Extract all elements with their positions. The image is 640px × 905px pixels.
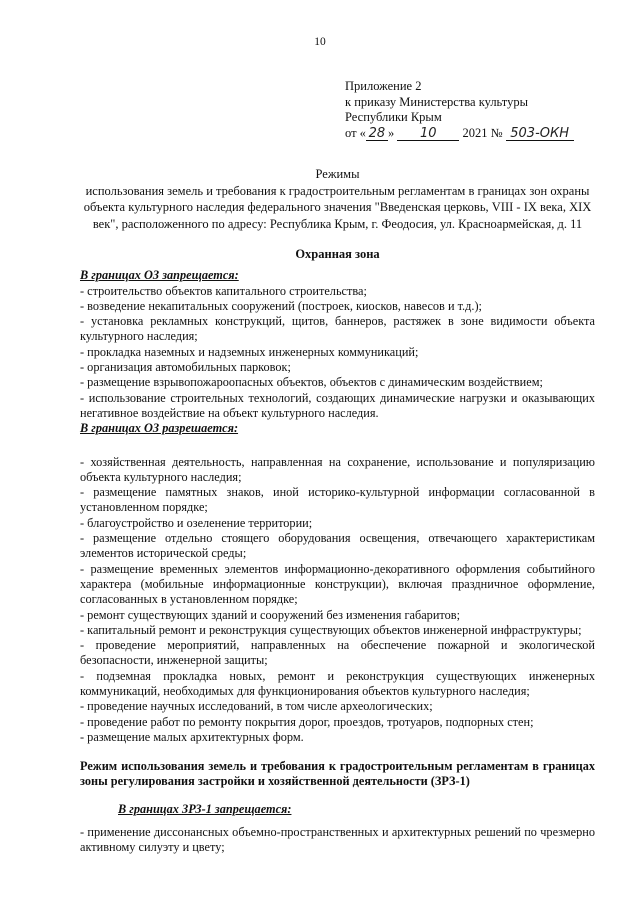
- oz-prohibited-list: [80, 284, 595, 422]
- oz-prohibited-header: В границах ОЗ запрещается:: [80, 268, 239, 283]
- page-number: 10: [314, 36, 326, 48]
- zrz1-prohibited-list: [80, 825, 595, 856]
- list-item: - размещение взрывопожароопасных объектов, объектов с динамическим воздействием;: [80, 375, 543, 390]
- list-item: - ремонт существующих зданий и сооружений без изменения габаритов;: [80, 607, 460, 622]
- section-zrz-1: [80, 759, 595, 855]
- oz-allowed-list: [80, 455, 595, 746]
- list-item: - проведение мероприятий, направленных на обеспечение пожарной и экологической безопасности, инженерной защиты;: [80, 638, 595, 668]
- title-line-2: использования земель и требования к градостроительным регламентам в границах зон охраны объекта культурного наследия федерального значения "Введенская церковь, VIII - IX века, XIX век", расположенного по адресу: Республика Крым, г. Феодосия, ул. Красноармейская, д. 11: [83, 183, 592, 231]
- section-protection-zone: [80, 247, 595, 745]
- title-line-1: Режимы: [315, 167, 360, 181]
- appendix-line-3: Республики Крым: [345, 110, 442, 124]
- list-item: - размещение памятных знаков, иной историко-культурной информации согласованной в установленном порядке;: [80, 485, 595, 515]
- zrz1-prohibited-header: В границах ЗРЗ-1 запрещается:: [118, 801, 292, 816]
- list-item: - благоустройство и озеленение территории;: [80, 515, 313, 530]
- document-number: 503-ОКН: [506, 126, 574, 141]
- list-item: - проведение научных исследований, в том числе археологических;: [80, 699, 433, 714]
- list-item: - подземная прокладка новых, ремонт и реконструкция существующих инженерных коммуникаций, необходимых для функционирования объектов культурного наследия;: [80, 668, 595, 699]
- list-item: - капитальный ремонт и реконструкция существующих объектов инженерной инфраструктуры;: [80, 622, 582, 637]
- date-month: 10: [397, 126, 459, 141]
- date-day: 28: [366, 126, 388, 141]
- list-item: - организация автомобильных парковок;: [80, 360, 291, 375]
- date-mid: »: [387, 125, 395, 140]
- list-item: - размещение отдельно стоящего оборудования освещения, отвечающего характеристикам элементов исторической среды;: [80, 531, 595, 561]
- appendix-line-2: к приказу Министерства культуры: [345, 94, 528, 109]
- list-item: - строительство объектов капитального строительства;: [80, 283, 367, 298]
- list-item: - размещение малых архитектурных форм.: [80, 729, 304, 744]
- date-prefix: от «: [345, 125, 366, 140]
- appendix-date-line: [345, 126, 615, 142]
- date-year: 2021 №: [462, 125, 503, 140]
- list-item: - применение диссонансных объемно-пространственных и архитектурных решений по чрезмерно активному силуэту и цвету;: [80, 824, 595, 855]
- list-item: - проведение работ по ремонту покрытия дорог, проездов, тротуаров, подпорных стен;: [80, 714, 534, 729]
- appendix-block: [345, 79, 615, 141]
- list-item: - хозяйственная деятельность, направленная на сохранение, использование и популяризацию объекта культурного наследия;: [80, 454, 595, 484]
- section-2-title: Режим использования земель и требования к градостроительным регламентам в границах зоны регулирования застройки и хозяйственной деятельности (ЗРЗ-1): [80, 759, 595, 789]
- list-item: - возведение некапитальных сооружений (построек, киосков, навесов и т.д.);: [80, 298, 482, 313]
- list-item: - прокладка наземных и надземных инженерных коммуникаций;: [80, 344, 419, 359]
- oz-allowed-header: В границах ОЗ разрешается:: [80, 421, 239, 436]
- document-title: [80, 166, 595, 232]
- appendix-line-1: Приложение 2: [345, 79, 422, 93]
- list-item: - установка рекламных конструкций, щитов, баннеров, растяжек в зоне видимости объекта культурного наследия;: [80, 314, 595, 344]
- list-item: - использование строительных технологий, создающих динамические нагрузки и оказывающих негативное воздействие на объект культурного наследия.: [80, 390, 595, 420]
- section-1-title: Охранная зона: [295, 247, 380, 261]
- list-item: - размещение временных элементов информационно-декоративного оформления событийного характера (мобильные информационные конструкции), включая праздничное оформление, согласованных в установленном порядке;: [80, 561, 595, 607]
